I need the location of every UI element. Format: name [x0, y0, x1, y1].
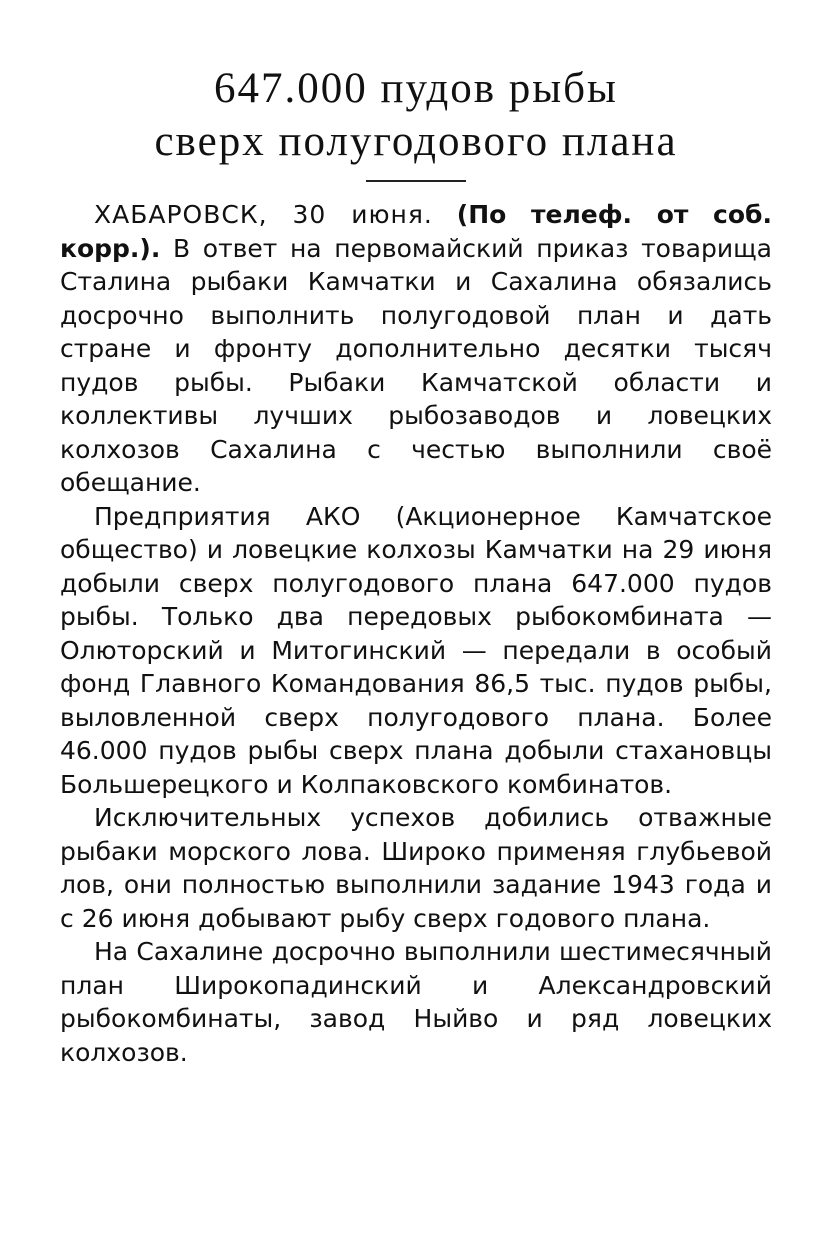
paragraph-4: На Сахалине досрочно выполнили шестимесячный план Широкопадинский и Александровский рыбокомбинаты, завод Ныйво и ряд ловецких колхозов.	[60, 937, 772, 1067]
source-note: (По телеф. от соб. корр.).	[60, 200, 772, 263]
paragraph-1-text: В ответ на первомайский приказ товарища Сталина рыбаки Камчатки и Сахалина обязались досрочно выполнить полугодовой план и дать стране и фронту дополнительно десятки тысяч пудов рыбы. Рыбаки Камчатской области и коллективы лучших рыбозаводов и ловецких колхозов Сахалина с честью выполнили своё обещание.	[60, 233, 772, 497]
headline-line-2: сверх полугодового плана	[154, 118, 678, 165]
paragraph-3: Исключительных успехов добились отважные рыбаки морского лова. Широко применяя глубьевой лов, они полностью выполнили задание 1943 года и с 26 июня добывают рыбу сверх годового плана.	[60, 803, 772, 933]
paragraph-1	[60, 198, 772, 500]
news-article	[60, 62, 772, 1069]
article-body	[60, 198, 772, 1069]
headline-line-1: 647.000 пудов рыбы	[214, 65, 618, 112]
dateline: ХАБАРОВСК, 30 июня.	[94, 200, 433, 229]
headline	[60, 62, 772, 168]
paragraph-2: Предприятия АКО (Акционерное Камчатское общество) и ловецкие колхозы Камчатки на 29 июня добыли сверх полугодового плана 647.000 пудов рыбы. Только два передовых рыбокомбината — Олюторский и Митогинский — передали в особый фонд Главного Командования 86,5 тыс. пудов рыбы, выловленной сверх полугодового плана. Более 46.000 пудов рыбы сверх плана добыли стахановцы Большерецкого и Колпаковского комбинатов.	[60, 501, 772, 799]
headline-divider	[366, 180, 466, 182]
